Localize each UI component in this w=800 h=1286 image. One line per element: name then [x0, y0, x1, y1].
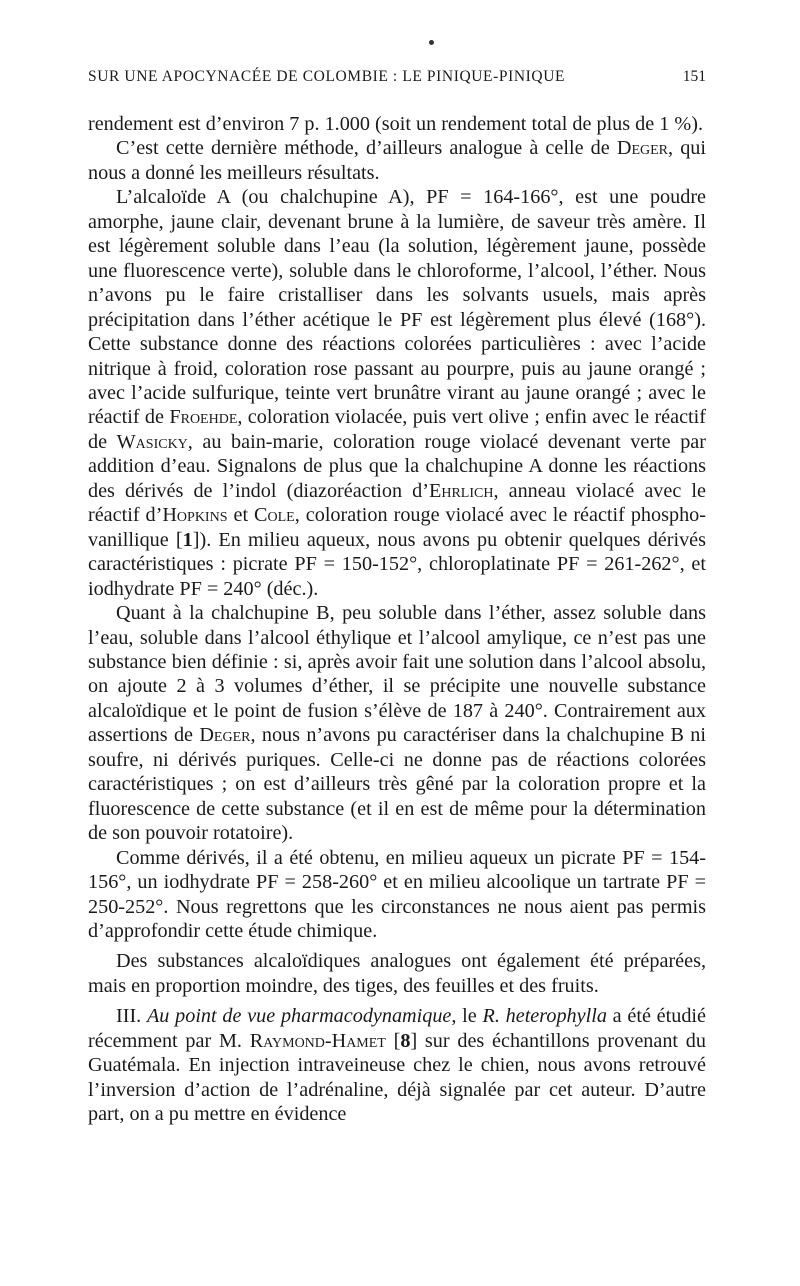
author-name-cole: Cole — [254, 504, 295, 527]
paragraph-5 — [88, 846, 706, 944]
citation-ref-8: 8 — [400, 1029, 411, 1052]
running-title: SUR UNE APOCYNACÉE DE COLOMBIE : LE PINIQUE-PINIQUE — [88, 68, 566, 85]
article-body — [88, 112, 706, 1127]
text-run: et — [227, 504, 255, 527]
author-name-raymond-hamet: Raymond-Hamet — [249, 1029, 386, 1052]
author-name-deger: Deger — [616, 137, 669, 160]
text-run: , anneau violacé avec le réactif d’ — [88, 479, 706, 527]
author-name-deger: Deger — [199, 724, 251, 747]
citation-ref-1: 1 — [182, 528, 193, 551]
page — [88, 68, 706, 1127]
paragraph-1 — [88, 112, 706, 136]
paragraph-7 — [88, 1004, 706, 1126]
text-run: III. — [116, 1005, 147, 1028]
text-run: [ — [385, 1029, 401, 1052]
text-run: rendement est d’environ 7 p. 1.000 (soit un rendement total de plus de 1 %). — [88, 113, 704, 135]
text-run: L’alcaloïde A (ou chalchupine A), PF = 164-166°, est une poudre amorphe, jaune clair, devenant brune à la lumière, de saveur très amère. Il est légèrement soluble dans l’eau (la solution, légèrement jaune, possède une fluorescence verte), soluble dans le chloroforme, l’alcool, l’éther. Nous n’avons pu le faire cristalliser dans les solvants usuels, mais après précipitation dans l’éther acétique le PF est légèrement plus élevé (168°). Cette substance donne des réactions colorées particulières : avec l’acide nitrique à froid, coloration rose passant au pourpre, puis au jaune orangé ; avec l’acide sulfurique, teinte vert brunâtre virant au jaune orangé ; avec le réactif de — [88, 186, 706, 429]
text-run: , coloration violacée, puis vert olive ; enfin avec le réactif de — [88, 406, 706, 453]
section-heading-italic: Au point de vue pharmacodynamique — [146, 1005, 452, 1028]
text-run: , coloration rouge violacé avec le réactif phospho-vanillique [ — [88, 504, 706, 551]
page-number: 151 — [682, 68, 706, 85]
text-run: a été étudié récemment par M. — [88, 1005, 706, 1052]
paragraph-4 — [88, 601, 706, 846]
text-run: Quant à la chalchupine B, peu soluble dans l’éther, assez soluble dans l’eau, soluble dans l’alcool éthylique et l’alcool amylique, ce n’est pas une substance bien définie : si, après avoir fait une solution dans l’alcool absolu, on ajoute 2 à 3 volumes d’éther, il se précipite une nouvelle substance alcaloïdique et le point de fusion s’élève de 187 à 240°. Contrairement aux assertions de — [88, 602, 706, 747]
text-run: ]). En milieu aqueux, nous avons pu obtenir quelques dérivés caractéristiques : picrate PF = 150-152°, chloroplatinate PF = 261-262°, et iodhydrate PF = 240° (déc.). — [88, 528, 706, 600]
text-run: , au bain-marie, coloration rouge violacé devenant verte par addition d’eau. Signalons de plus que la chalchupine A donne les réactions des dérivés de l’indol (diazoréaction d’ — [88, 430, 706, 502]
species-name: R. heterophylla — [482, 1005, 607, 1028]
paragraph-2 — [88, 136, 706, 185]
print-speck — [429, 40, 434, 45]
text-run: Des substances alcaloïdiques analogues ont également été préparées, mais en proportion moindre, des tiges, des feuilles et des fruits. — [88, 950, 706, 997]
paragraph-3 — [88, 185, 706, 601]
author-name-ehrlich: Ehrlich — [429, 479, 494, 502]
author-name-froehde: Froehde — [169, 406, 238, 429]
text-run: , qui nous a donné les meilleurs résultats. — [88, 137, 706, 184]
text-run: , le — [451, 1005, 483, 1028]
text-run: Comme dérivés, il a été obtenu, en milieu aqueux un picrate PF = 154-156°, un iodhydrate PF = 258-260° et en milieu alcoolique un tartrate PF = 250-252°. Nous regrettons que les circonstances ne nous aient pas permis d’approfondir cette étude chimique. — [88, 846, 706, 942]
text-run: , nous n’avons pu caractériser dans la chalchupine B ni soufre, ni dérivés puriques. Celle-ci ne donne pas de réactions colorées caractéristiques ; on est d’ailleurs très gêné par la coloration propre et la fluorescence de cette substance (et il en est de même pour la détermination de son pouvoir rotatoire). — [88, 724, 707, 845]
author-name-wasicky: Wasicky — [116, 430, 188, 453]
text-run: ] sur des échantillons provenant du Guatémala. En injection intraveineuse chez le chien, nous avons retrouvé l’inversion d’action de l’adrénaline, déjà signalée par cet auteur. D’autre part, on a pu mettre en évidence — [88, 1029, 706, 1126]
paragraph-6 — [88, 949, 706, 998]
running-header — [88, 68, 706, 100]
author-name-hopkins: Hopkins — [162, 504, 228, 527]
text-run: C’est cette dernière méthode, d’ailleurs analogue à celle de — [116, 137, 617, 160]
